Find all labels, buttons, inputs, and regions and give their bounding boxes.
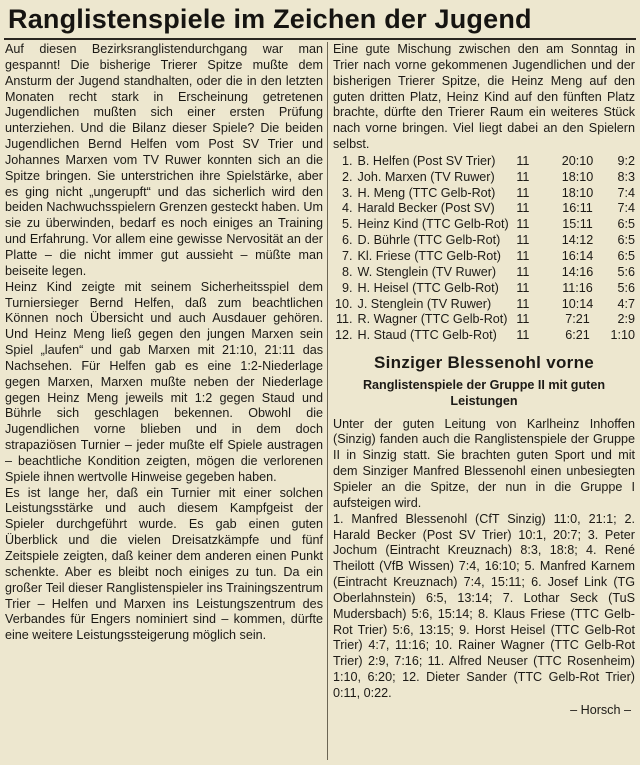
standings-sets: 14:12 xyxy=(561,233,594,248)
standings-row xyxy=(335,217,635,233)
standings-place: 7. xyxy=(342,248,353,263)
standings-points: 4:7 xyxy=(617,296,635,311)
standings-games: 11 xyxy=(516,185,530,200)
sub-headline: Sinziger Blessenohl vorne xyxy=(373,353,595,373)
standings-place: 4. xyxy=(342,201,353,216)
standings-points: 6:5 xyxy=(617,248,635,263)
standings-player: Kl. Friese (TTC Gelb-Rot) xyxy=(357,248,501,263)
paragraph-match-report: Heinz Kind zeigte mit seinem Sicherheitsspiel dem Turniersieger Bernd Helfen, daß zum beachtlichen Können noch Übersicht und auch Ausdauer gehören. Und Heinz Meng ließ gegen den jungen Marxen sein Spiel „laufen“ und gab Marxen mit 21:10, 21:11 das Nachsehen. Für Helfen gab es eine 1:2-Niederlage gegen Marxen, Marxen mußte neben der Niederlage gegen Heinz Meng jeweils mit 1:2 gegen Staud und Bührle sich geschlagen bekennen. Obwohl die Jugendlichen vorne blieben und in dem doch strapaziösen Turnier – jeder mußte elf Spiele austragen – beachtliche Kondition zeigten, mögen die verlorenen Spiele ihnen wertvolle Hinweise gegeben haben. xyxy=(5,279,323,484)
standings-row xyxy=(335,170,635,186)
headline-rule xyxy=(4,38,636,40)
standings-points: 5:6 xyxy=(617,280,635,295)
sub-article-results: 1. Manfred Blessenohl (CfT Sinzig) 11:0, 21:1; 2. Harald Becker (Post SV Trier) 10:1, 20:7; 3. Peter Jochum (Eintracht Kreuznach) 8:3, 18:8; 4. René Theilott (VfB Wissen) 7:4, 16:10; 5. Manfred Karnem (Eintracht Kreuznach) 7:4, 15:11; 6. Josef Link (TG Oberlahnstein) 6:5, 13:14; 7. Lothar Seck (TuS Mudersbach) 5:6, 15:14; 8. Klaus Friese (TTC Gelb-Rot Trier) 5:6, 13:15; 9. Horst Heisel (TTC Gelb-Rot Trier) 4:7, 11:16; 10. Rainer Wagner (TTC Gelb-Rot Trier) 2:9, 7:16; 11. Alfred Neuser (TTC Rosenheim) 1:10, 6:20; 12. Dieter Sander (TTC Gelb-Rot Trier) 0:11, 0:22. xyxy=(333,511,635,700)
standings-points: 6:5 xyxy=(617,233,635,248)
standings-row xyxy=(335,297,635,313)
standings-place: 3. xyxy=(342,185,353,200)
standings-player: H. Heisel (TTC Gelb-Rot) xyxy=(357,280,499,295)
standings-sets: 20:10 xyxy=(561,153,594,168)
standings-row xyxy=(335,186,635,202)
standings-row xyxy=(335,328,635,344)
paragraph-intro: Auf diesen Bezirksranglistendurchgang war man gespannt! Die bisherige Trierer Spitze mußte dem Ansturm der Jugend standhalten, oder die in den letzten Monaten recht stark in Erscheinung getretenen Jugendlichen mußten sich einer ersten Prüfung unterziehen. Und die Bilanz dieser Spiele? Die beiden Jugendlichen Bernd Helfen vom Post SV Trier und Johannes Marxen vom TV Ruwer konnten sich an die Spitze bringen. Sie unterstrichen ihre Spielstärke, aber es ging nicht „ungerupft“ und das sicherlich wird den beiden Nachwuchsspielern Grenzen gesteckt haben. Um sie zu überwinden, bedarf es noch einiges an Training und Erfahrung. Vor allem eine gewisse Nervosität an der Platte – die nicht immer gut aussieht – müßte man beiseite legen. xyxy=(5,42,323,278)
standings-place: 2. xyxy=(342,169,353,184)
standings-player: R. Wagner (TTC Gelb-Rot) xyxy=(357,312,508,327)
standings-row xyxy=(335,233,635,249)
standings-place: 11. xyxy=(335,312,353,327)
standings-points: 5:6 xyxy=(617,264,635,279)
standings-sets: 6:21 xyxy=(565,328,590,343)
standings-sets: 16:14 xyxy=(561,248,594,263)
standings-table xyxy=(335,154,635,344)
standings-place: 10. xyxy=(335,296,353,311)
standings-sets: 16:11 xyxy=(562,201,593,216)
standings-player: H. Meng (TTC Gelb-Rot) xyxy=(357,185,496,200)
standings-games: 11 xyxy=(516,312,530,327)
standings-place: 1. xyxy=(342,153,353,168)
standings-sets: 11:16 xyxy=(562,280,593,295)
standings-player: J. Stenglein (TV Ruwer) xyxy=(357,296,492,311)
headline: Ranglistenspiele im Zeichen der Jugend xyxy=(8,4,532,34)
standings-games: 11 xyxy=(516,328,530,343)
standings-player: D. Bührle (TTC Gelb-Rot) xyxy=(357,233,501,248)
standings-row xyxy=(335,312,635,328)
standings-place: 8. xyxy=(342,264,353,279)
standings-games: 11 xyxy=(516,296,530,311)
standings-points: 9:2 xyxy=(617,153,635,168)
standings-row xyxy=(335,249,635,265)
standings-place: 9. xyxy=(342,280,353,295)
standings-games: 11 xyxy=(516,264,530,279)
standings-place: 12. xyxy=(335,328,353,343)
right-column xyxy=(333,42,635,719)
standings-games: 11 xyxy=(516,248,530,263)
standings-row xyxy=(335,154,635,170)
standings-points: 2:9 xyxy=(617,312,635,327)
standings-sets: 7:21 xyxy=(565,312,590,327)
standings-row xyxy=(335,281,635,297)
standings-games: 11 xyxy=(516,153,530,168)
standings-player: B. Helfen (Post SV Trier) xyxy=(357,153,496,168)
standings-place: 6. xyxy=(342,233,353,248)
standings-player: Heinz Kind (TTC Gelb-Rot) xyxy=(357,217,509,232)
standings-row xyxy=(335,201,635,217)
left-column xyxy=(5,42,323,644)
standings-games: 11 xyxy=(516,201,530,216)
standings-sets: 14:16 xyxy=(561,264,594,279)
standings-points: 1:10 xyxy=(610,328,635,343)
standings-body xyxy=(335,154,635,344)
standings-player: H. Staud (TTC Gelb-Rot) xyxy=(357,328,497,343)
standings-points: 7:4 xyxy=(617,201,635,216)
standings-sets: 15:11 xyxy=(562,217,593,232)
standings-sets: 18:10 xyxy=(561,185,594,200)
paragraph-summary: Eine gute Mischung zwischen den am Sonntag in Trier nach vorne gekommenen Jugendlichen und der bisherigen Trierer Spitze, die Heinz Meng auf den guten dritten Platz, Heinz Kind auf den fünften Platz brachte, dürfte den Trierer Raum ein weiteres Stück nach vorne bringen. Viel liegt dabei an den Spielern selbst. xyxy=(333,42,635,152)
sub-article-body: Unter der guten Leitung von Karlheinz Inhoffen (Sinzig) fanden auch die Ranglistenspiele der Gruppe II in Sinzig statt. Sie brachten guten Sport und mit dem Sinziger Manfred Blessenohl einen unbesiegten Spieler an die Spitze, der nun in die Gruppe I aufsteigen wird. xyxy=(333,416,635,510)
standings-games: 11 xyxy=(516,169,530,184)
standings-games: 11 xyxy=(516,233,530,248)
author-byline: – Horsch – xyxy=(570,702,631,717)
standings-sets: 10:14 xyxy=(561,296,594,311)
column-divider xyxy=(327,42,328,760)
standings-sets: 18:10 xyxy=(561,169,594,184)
standings-player: Joh. Marxen (TV Ruwer) xyxy=(357,169,495,184)
standings-games: 11 xyxy=(516,280,530,295)
standings-games: 11 xyxy=(516,217,530,232)
standings-points: 6:5 xyxy=(617,217,635,232)
standings-points: 7:4 xyxy=(617,185,635,200)
standings-player: W. Stenglein (TV Ruwer) xyxy=(357,264,497,279)
standings-player: Harald Becker (Post SV) xyxy=(357,201,495,216)
standings-points: 8:3 xyxy=(617,169,635,184)
paragraph-outlook: Es ist lange her, daß ein Turnier mit einer solchen Leistungsstärke und auch diesem Kampfgeist der Spieler durchgeführt wurde. Es gab einen guten Überblick und die vielen Dreisatzkämpfe und fünf Zeitspiele zeigten, daß keiner dem anderen einen Punkt schenkte. Aber es bleibt noch einiges zu tun. Da ein großer Teil dieser Ranglistenspieler ins Trainingszentrum Trier – Helfen und Marxen ins Leistungszentrum des Verbandes für Engers nominiert sind – kommen, dürfte eine weitere Leistungssteigerung möglich sein. xyxy=(5,485,323,643)
sub-deck: Ranglistenspiele der Gruppe II mit guten Leistungen xyxy=(362,378,606,408)
standings-place: 5. xyxy=(342,217,353,232)
standings-row xyxy=(335,265,635,281)
